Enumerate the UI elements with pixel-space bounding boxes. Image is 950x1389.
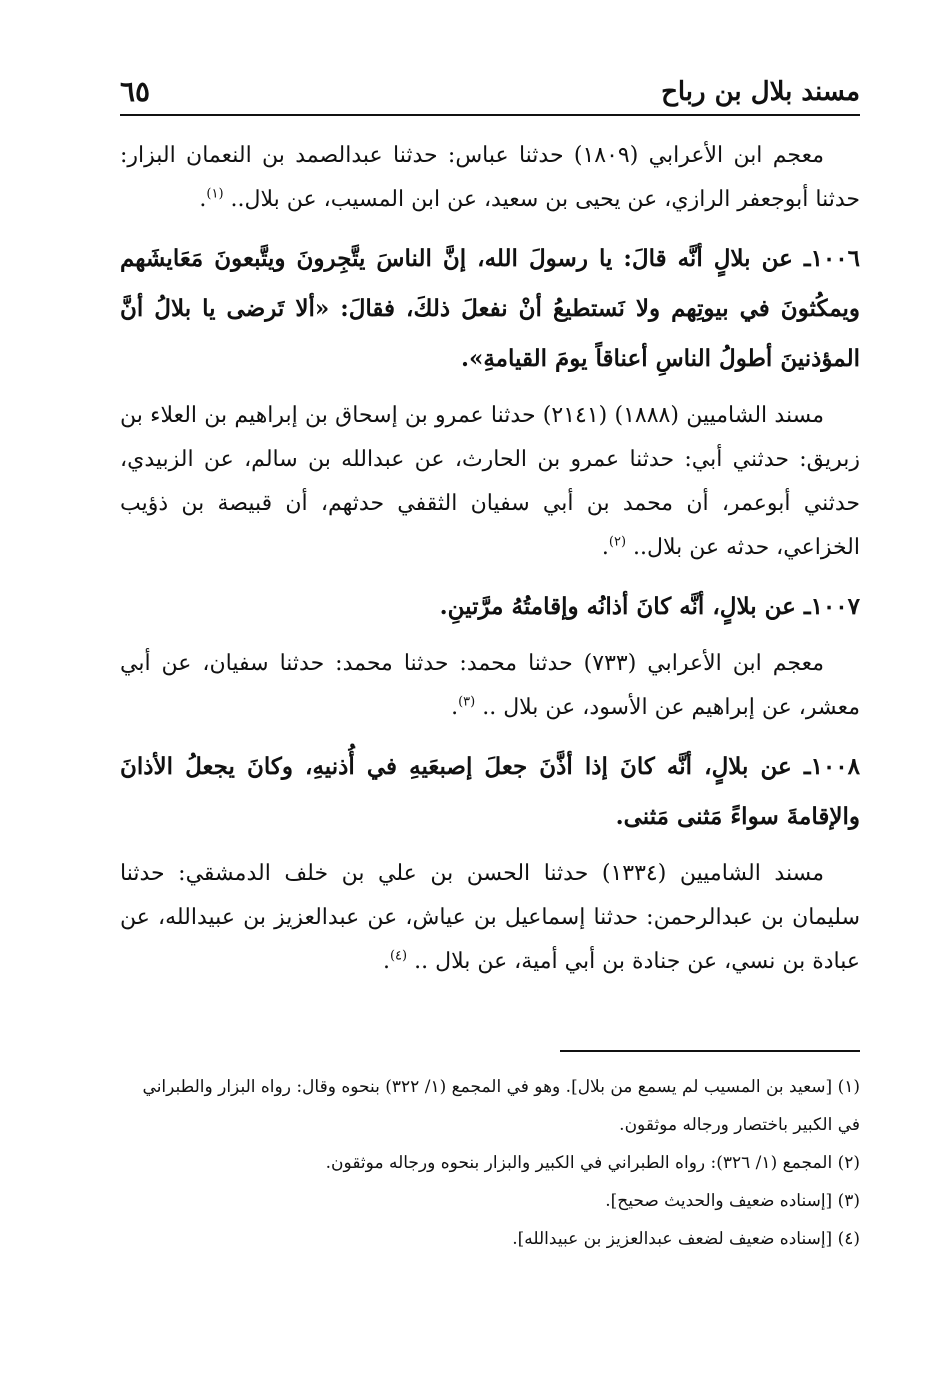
page-header	[120, 76, 860, 108]
source-text: مسند الشاميين (١٣٣٤) حدثنا الحسن بن علي بن خلف الدمشقي: حدثنا سليمان بن عبدالرحمن: حدثنا إسماعيل بن عياش، عن عبدالعزيز بن عبيدالله، عن عبادة بن نسي، عن جنادة بن أبي أمية، عن بلال ..	[120, 861, 860, 974]
source-text: مسند الشاميين (١٨٨٨) (٢١٤١) حدثنا عمرو بن إسحاق بن إبراهيم بن العلاء بن زبريق: حدثني أبي: حدثنا عمرو بن الحارث، عن عبدالله بن سالم، عن الزبيدي، حدثني أبوعمر، أن محمد بن أبي سفيان الثقفي حدثهم، أن قبيصة بن ذؤيب الخزاعي، حدثه عن بلال..	[120, 403, 860, 560]
running-title: مسند بلال بن رباح	[661, 77, 860, 107]
hadith-paragraph: ١٠٠٦ـ عن بلالٍ أنَّه قالَ: يا رسولَ الله، إنَّ الناسَ يتَّجِرونَ ويتَّبعونَ مَعَايشَهم ويمكُثونَ في بيوتِهم ولا نَستطيعُ أنْ نفعلَ ذلكَ، فقالَ: «ألا تَرضى يا بلالُ أنَّ المؤذنينَ أطولُ الناسِ أعناقاً يومَ القيامةِ».	[120, 245, 860, 372]
footnotes	[120, 1068, 860, 1258]
source-paragraph: مسند الشاميين (١٨٨٨) (٢١٤١) حدثنا عمرو بن إسحاق بن إبراهيم بن العلاء بن زبريق: حدثني أبي: حدثنا عمرو بن الحارث، عن عبدالله بن سالم، عن الزبيدي، حدثني أبوعمر، أن محمد بن أبي سفيان الثقفي حدثهم، أن قبيصة بن ذؤيب الخزاعي، حدثه عن بلال.. $^{(٢)}$.	[120, 403, 860, 560]
footnote: (٤) [إسناده ضعيف لضعف عبدالعزيز بن عبيدالله].	[512, 1229, 860, 1249]
source-text: معجم ابن الأعرابي (٧٣٣) حدثنا محمد: حدثنا محمد: حدثنا سفيان، عن أبي معشر، عن إبراهيم عن الأسود، عن بلال ..	[120, 651, 860, 720]
hadith-paragraph: ١٠٠٧ـ عن بلالٍ، أنَّه كانَ أذانُه وإقامتُهُ مرَّتينِ.	[439, 593, 860, 620]
footnote: (١) [سعيد بن المسيب لم يسمع من بلال]. وهو في المجمع (١/ ٣٢٢) بنحوه وقال: رواه البزار والطبراني في الكبير باختصار ورجاله موثقون.	[142, 1077, 860, 1135]
hadith-paragraph: ١٠٠٨ـ عن بلالٍ، أنَّه كانَ إذا أذَّنَ جعلَ إصبعَيهِ في أُذنيهِ، وكانَ يجعلُ الأذانَ والإقامةَ سواءً مَثنى مَثنى.	[120, 753, 860, 830]
footnote: (٣) [إسناده ضعيف والحديث صحيح].	[605, 1191, 860, 1211]
footnote-rule	[560, 1050, 860, 1052]
footnote-marker: (٣)	[458, 694, 476, 710]
page-number: ٦٥	[120, 75, 151, 108]
source-paragraph: معجم ابن الأعرابي (٧٣٣) حدثنا محمد: حدثنا محمد: حدثنا سفيان، عن أبي معشر، عن إبراهيم عن الأسود، عن بلال .. $^{(٣)}$.	[120, 651, 860, 720]
main-text	[120, 134, 860, 996]
footnote-marker: (٤)	[389, 948, 408, 964]
footnote-marker: (٢)	[608, 534, 627, 550]
source-paragraph: معجم ابن الأعرابي (١٨٠٩) حدثنا عباس: حدثنا عبدالصمد بن النعمان البزار: حدثنا أبوجعفر الرازي، عن يحيى بن سعيد، عن ابن المسيب، عن بلال.. $^{(١)}$.	[120, 143, 860, 212]
footnote: (٢) المجمع (١/ ٣٢٦): رواه الطبراني في الكبير والبزار بنحوه ورجاله موثقون.	[325, 1153, 860, 1173]
footnote-marker: (١)	[206, 186, 224, 202]
header-rule	[120, 114, 860, 116]
source-text: معجم ابن الأعرابي (١٨٠٩) حدثنا عباس: حدثنا عبدالصمد بن النعمان البزار: حدثنا أبوجعفر الرازي، عن يحيى بن سعيد، عن ابن المسيب، عن بلال..	[120, 143, 860, 212]
source-paragraph: مسند الشاميين (١٣٣٤) حدثنا الحسن بن علي بن خلف الدمشقي: حدثنا سليمان بن عبدالرحمن: حدثنا إسماعيل بن عياش، عن عبدالعزيز بن عبيدالله، عن عبادة بن نسي، عن جنادة بن أبي أمية، عن بلال .. $^{(٤)}$.	[120, 861, 860, 974]
